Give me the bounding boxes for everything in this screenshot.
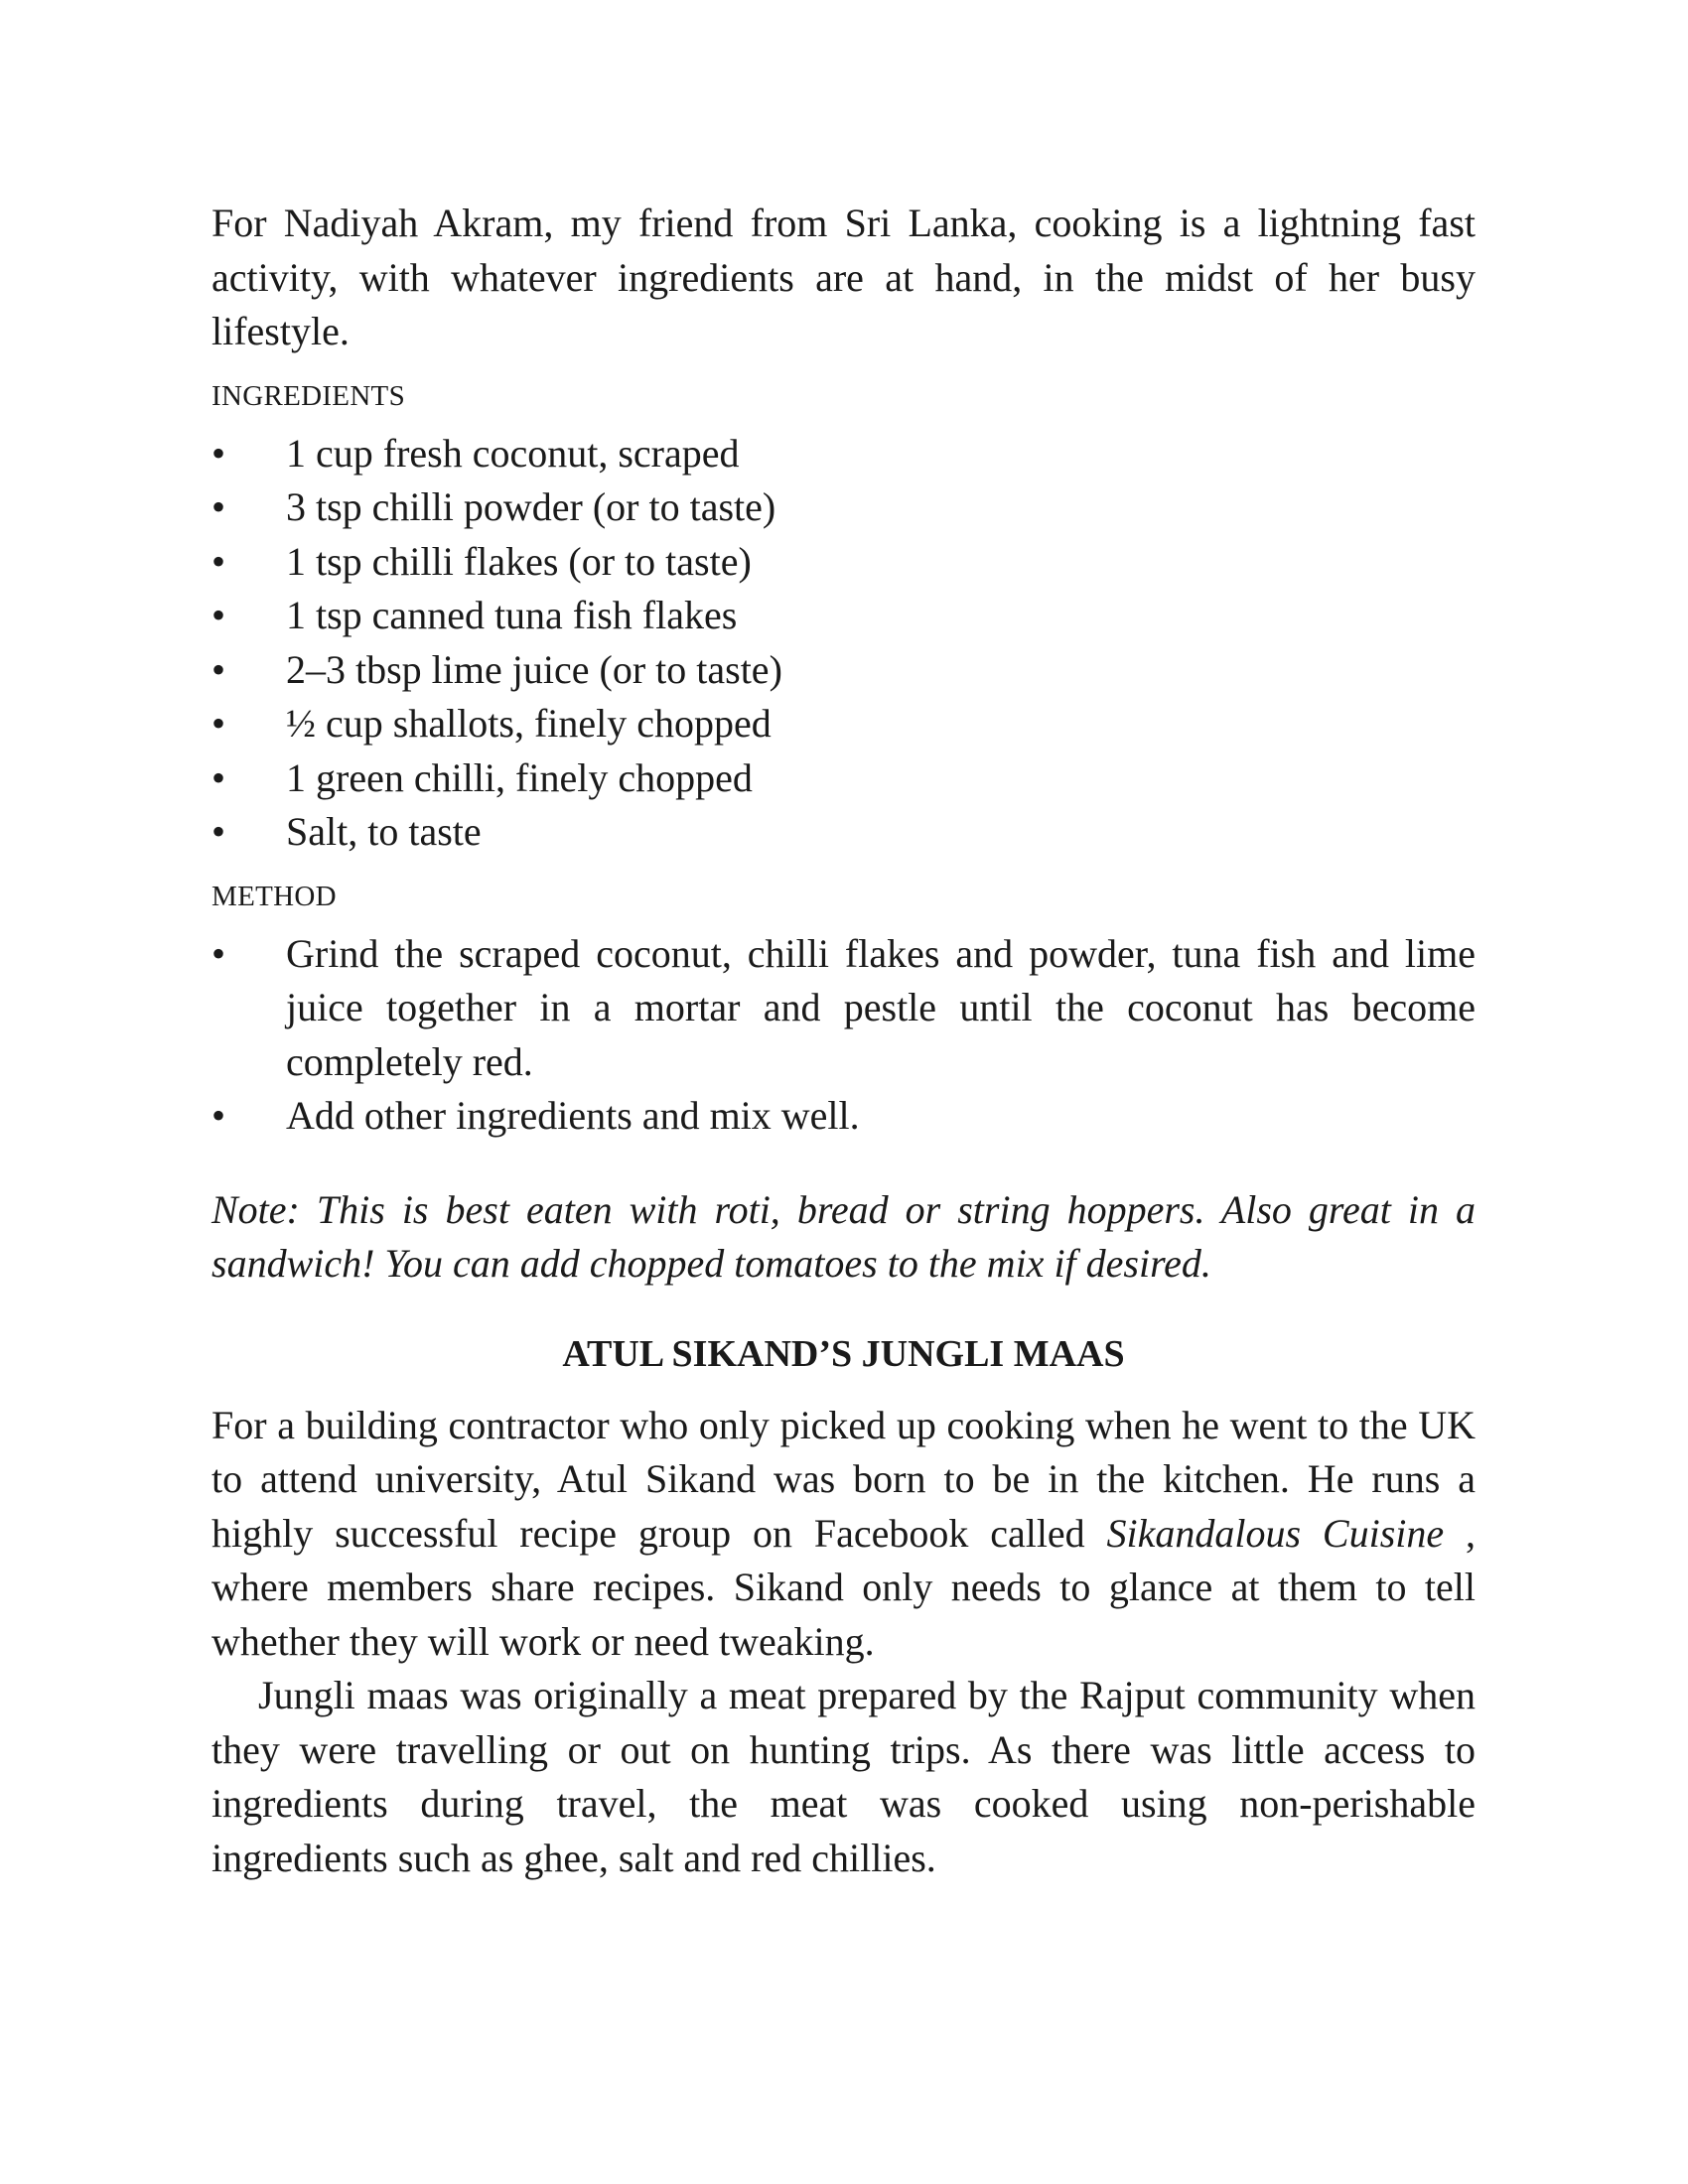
list-item: • 1 tsp chilli flakes (or to taste) bbox=[211, 535, 1476, 590]
bullet-icon: • bbox=[211, 430, 226, 476]
list-item: • 1 green chilli, finely chopped bbox=[211, 751, 1476, 806]
list-item: • Add other ingredients and mix well. bbox=[211, 1089, 1476, 1144]
bullet-icon: • bbox=[211, 484, 226, 529]
method-label: METHOD bbox=[211, 880, 337, 912]
body-paragraph-1: For a building contractor who only picked up cooking when he went to the UK to attend university, Atul Sikand was born to be in the kitchen. He runs a highly successful recipe group on Facebook called Sikandalous Cuisine , where members share recipes. Sikand only needs to glance at them to tell whether they will work or need tweaking. bbox=[211, 1402, 1476, 1664]
bullet-icon: • bbox=[211, 809, 226, 854]
list-item: • Salt, to taste bbox=[211, 805, 1476, 860]
bullet-icon: • bbox=[211, 930, 226, 976]
list-item: • ½ cup shallots, finely chopped bbox=[211, 697, 1476, 751]
page-content bbox=[211, 197, 1476, 1885]
list-item: • 3 tsp chilli powder (or to taste) bbox=[211, 480, 1476, 535]
bullet-icon: • bbox=[211, 538, 226, 584]
method-list bbox=[211, 927, 1476, 1144]
bullet-icon: • bbox=[211, 646, 226, 692]
bullet-icon: • bbox=[211, 1093, 226, 1138]
list-item: • Grind the scraped coconut, chilli flakes and powder, tuna fish and lime juice together in a mortar and pestle until the coconut has become completely red. bbox=[211, 927, 1476, 1090]
body-paragraph-2: Jungli maas was originally a meat prepared by the Rajput community when they were travelling or out on hunting trips. As there was little access to ingredients during travel, the meat was cooked using non-perishable ingredients such as ghee, salt and red chillies. bbox=[211, 1673, 1476, 1880]
section-title: ATUL SIKAND’S JUNGLI MAAS bbox=[562, 1332, 1125, 1375]
note-paragraph: Note: This is best eaten with roti, bread or string hoppers. Also great in a sandwich! You can add chopped tomatoes to the mix if desired. bbox=[211, 1186, 1476, 1286]
bullet-icon: • bbox=[211, 701, 226, 746]
ingredients-label: INGREDIENTS bbox=[211, 379, 406, 412]
list-item: • 2–3 tbsp lime juice (or to taste) bbox=[211, 643, 1476, 698]
book-title: Sikandalous Cuisine bbox=[1106, 1510, 1445, 1556]
ingredients-list bbox=[211, 427, 1476, 860]
bullet-icon: • bbox=[211, 754, 226, 800]
list-item: • 1 cup fresh coconut, scraped bbox=[211, 427, 1476, 481]
intro-paragraph: For Nadiyah Akram, my friend from Sri Lanka, cooking is a lightning fast activity, with whatever ingredients are at hand, in the midst of her busy lifestyle. bbox=[211, 201, 1476, 353]
list-item: • 1 tsp canned tuna fish flakes bbox=[211, 589, 1476, 643]
bullet-icon: • bbox=[211, 593, 226, 637]
